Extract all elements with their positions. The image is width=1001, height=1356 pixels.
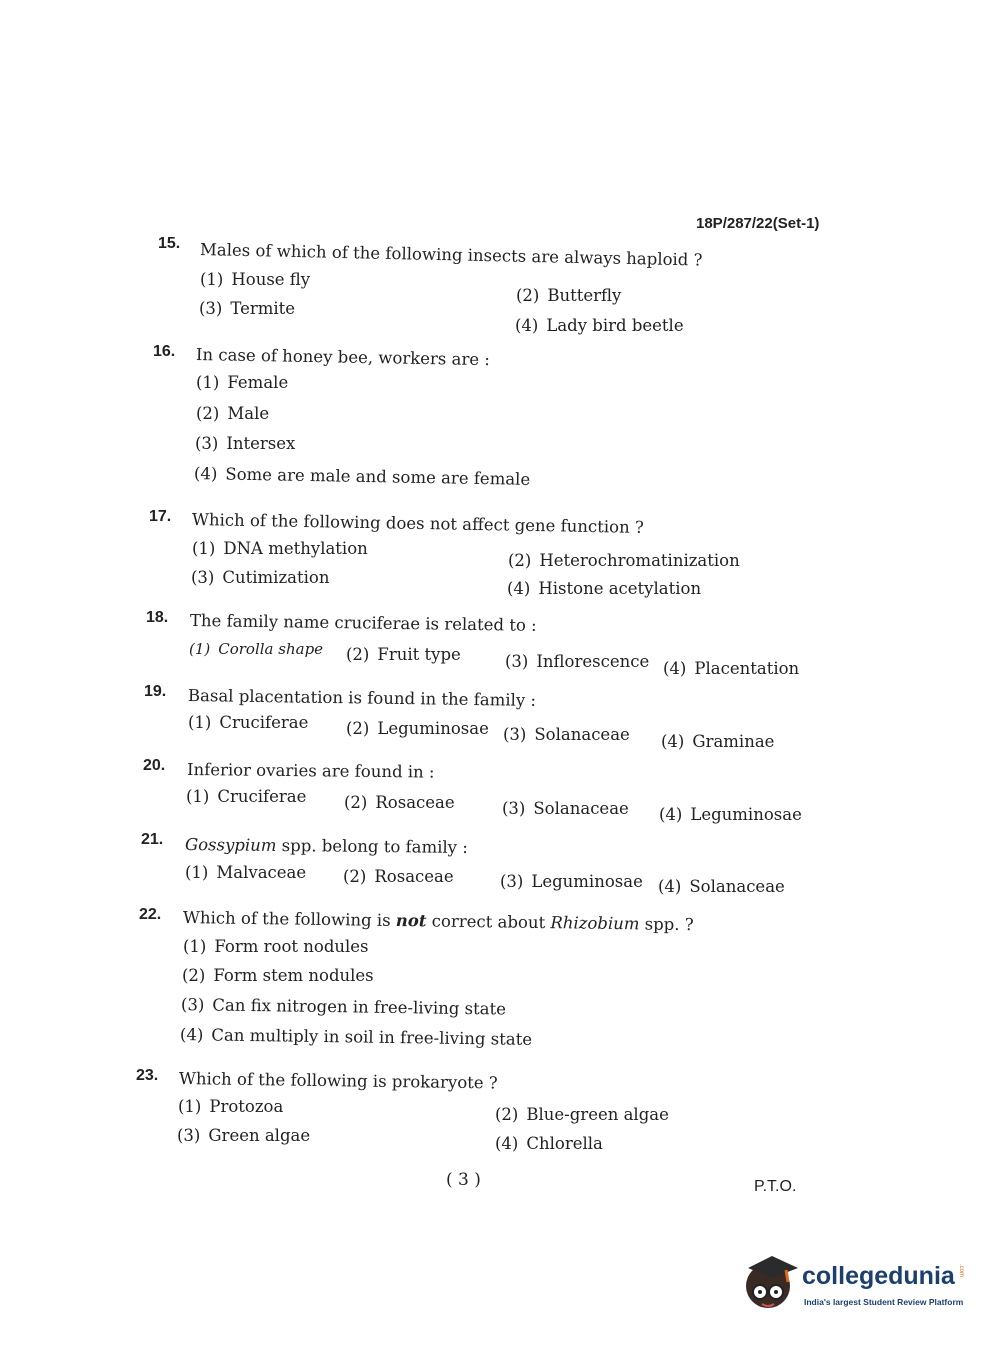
option-2: (2) Form stem nodules — [182, 966, 374, 985]
pto-label: P.T.O. — [754, 1178, 797, 1195]
option-3: (3) Cutimization — [191, 568, 330, 587]
option-2: (2) Fruit type — [346, 645, 461, 664]
option-1: (1) Form root nodules — [183, 937, 369, 956]
option-3: (3) Solanaceae — [503, 725, 630, 744]
question-text: Which of the following does not affect gene function ? — [191, 510, 644, 537]
question-text: Which of the following is not correct about Rhizobium spp. ? — [182, 908, 694, 935]
option-4: (4) Some are male and some are female — [193, 464, 531, 489]
question-text: Inferior ovaries are found in : — [186, 760, 435, 782]
question-number: 21. — [141, 831, 164, 848]
option-3: (3) Termite — [199, 299, 296, 318]
question-text: Basal placentation is found in the family : — [187, 686, 537, 710]
option-1: (1) Female — [196, 373, 289, 392]
option-4: (4) Lady bird beetle — [515, 316, 684, 335]
option-2: (2) Rosaceae — [344, 793, 455, 812]
option-4: (4) Solanaceae — [658, 877, 785, 896]
option-2: (2) Male — [196, 404, 270, 423]
option-1: (1) House fly — [200, 270, 311, 289]
question-number: 22. — [139, 906, 162, 923]
question-number: 19. — [144, 683, 167, 700]
paper-code: 18P/287/22(Set-1) — [696, 215, 820, 232]
question-text: In case of honey bee, workers are : — [195, 345, 491, 370]
option-1: (1) Cruciferae — [186, 787, 307, 806]
option-3: (3) Leguminosae — [500, 872, 643, 891]
question-number: 16. — [153, 343, 176, 360]
option-3: (3) Inflorescence — [505, 652, 650, 671]
question-number: 20. — [143, 757, 166, 774]
question-number: 17. — [149, 508, 172, 525]
question-number: 18. — [146, 609, 169, 626]
option-2: (2) Heterochromatinization — [508, 551, 740, 570]
option-2: (2) Leguminosae — [346, 719, 489, 738]
option-1: (1) Corolla shape — [189, 640, 324, 658]
option-2: (2) Butterfly — [516, 286, 622, 305]
question-text: The family name cruciferae is related to : — [189, 611, 537, 635]
option-4: (4) Can multiply in soil in free-living state — [179, 1025, 533, 1049]
collegedunia-logo[interactable]: collegedunia .com India's largest Student Review Platform — [742, 1250, 972, 1320]
option-4: (4) Chlorella — [495, 1134, 603, 1153]
option-4: (4) Histone acetylation — [507, 579, 702, 598]
question-number: 23. — [136, 1067, 159, 1084]
option-4: (4) Graminae — [661, 732, 775, 751]
question-text: Gossypium spp. belong to family : — [184, 835, 468, 857]
option-4: (4) Placentation — [663, 659, 800, 678]
option-3: (3) Intersex — [195, 434, 296, 453]
option-1: (1) Protozoa — [178, 1097, 284, 1116]
option-3: (3) Can fix nitrogen in free-living state — [180, 995, 507, 1019]
option-1: (1) Cruciferae — [188, 713, 309, 732]
question-text: Males of which of the following insects are always haploid ? — [199, 240, 703, 270]
mascot-icon — [742, 1250, 800, 1312]
option-3: (3) Green algae — [177, 1126, 311, 1145]
option-4: (4) Leguminosae — [659, 805, 802, 824]
question-number: 15. — [158, 235, 181, 252]
question-text: Which of the following is prokaryote ? — [178, 1069, 498, 1093]
option-2: (2) Rosaceae — [343, 867, 454, 886]
page-number: ( 3 ) — [446, 1170, 481, 1190]
option-2: (2) Blue-green algae — [495, 1105, 669, 1124]
option-3: (3) Solanaceae — [502, 799, 629, 818]
option-1: (1) DNA methylation — [192, 539, 368, 558]
option-1: (1) Malvaceae — [185, 863, 307, 882]
